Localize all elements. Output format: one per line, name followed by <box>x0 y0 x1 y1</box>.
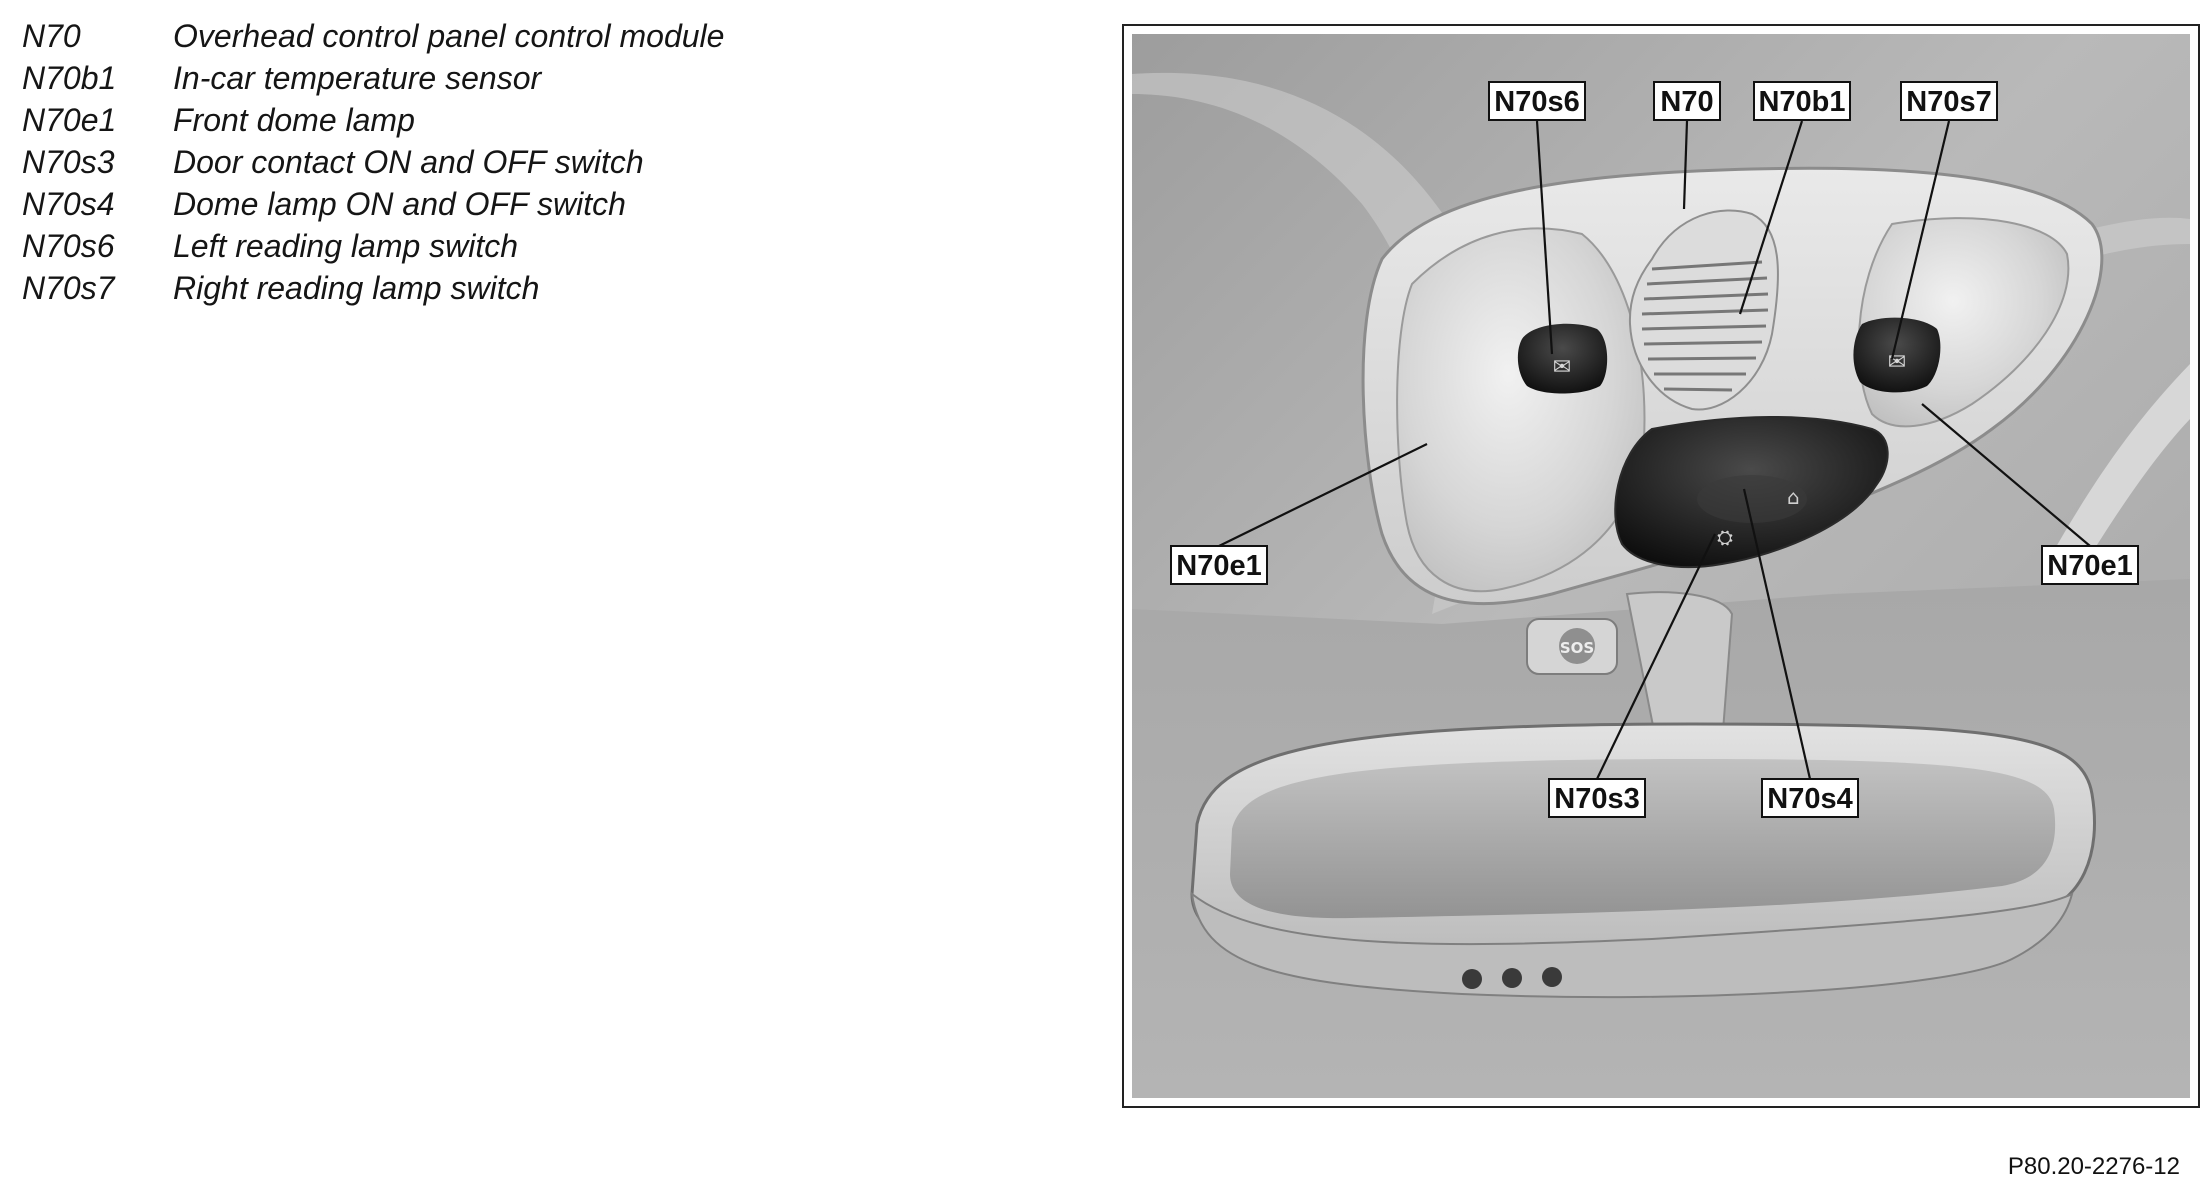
figure-reference-code: P80.20-2276-12 <box>2007 1153 2180 1180</box>
legend-list <box>22 18 1072 312</box>
legend-code: N70e1 <box>22 102 117 138</box>
legend-code: N70b1 <box>22 60 117 96</box>
legend-item <box>22 186 1072 228</box>
callout-n70b1 <box>1754 82 1850 120</box>
callout-label: N70s4 <box>1767 783 1853 815</box>
sos-label: SOS <box>1559 639 1595 657</box>
legend-code: N70s7 <box>22 270 115 306</box>
overhead-panel-illustration <box>1132 34 2190 1098</box>
legend-code: N70s4 <box>22 186 115 222</box>
callout-label: N70e1 <box>1176 550 1262 582</box>
callout-label: N70b1 <box>1758 86 1846 118</box>
callout-label: N70s3 <box>1554 783 1640 815</box>
legend-item <box>22 270 1072 312</box>
mirror-button <box>1542 967 1562 987</box>
legend-description: Overhead control panel control module <box>173 18 725 54</box>
reading-lamp-icon: ✉ <box>1887 350 1907 375</box>
legend-item <box>22 18 1072 60</box>
legend-item <box>22 102 1072 144</box>
callout-n70s4 <box>1762 779 1858 817</box>
callout-label: N70e1 <box>2047 550 2133 582</box>
sos-button <box>1527 619 1617 674</box>
door-contact-icon: ⌂ <box>1787 485 1800 509</box>
callout-n70s7 <box>1901 82 1997 120</box>
callout-n70s3 <box>1549 779 1645 817</box>
mirror-button <box>1502 968 1522 988</box>
reading-lamp-icon: ✉ <box>1552 355 1572 380</box>
mirror-button <box>1462 969 1482 989</box>
figure-frame <box>1122 24 2200 1108</box>
legend-description: Dome lamp ON and OFF switch <box>173 186 626 222</box>
legend-item <box>22 228 1072 270</box>
rear-view-mirror <box>1192 724 2095 997</box>
legend-description: In-car temperature sensor <box>173 60 542 96</box>
right-reading-lamp-switch <box>1853 318 1940 393</box>
left-reading-lamp-switch <box>1518 324 1607 394</box>
callout-label: N70s7 <box>1906 86 1992 118</box>
legend-item <box>22 144 1072 186</box>
callout-label: N70 <box>1660 86 1714 118</box>
legend-code: N70s6 <box>22 228 115 264</box>
callout-n70s6 <box>1489 82 1585 120</box>
legend-code: N70 <box>22 18 81 54</box>
callout-n70e1-right <box>2042 546 2138 584</box>
legend-description: Door contact ON and OFF switch <box>173 144 644 180</box>
legend-description: Left reading lamp switch <box>173 228 519 264</box>
callout-n70 <box>1654 82 1720 120</box>
legend-description: Right reading lamp switch <box>173 270 540 306</box>
legend-code: N70s3 <box>22 144 115 180</box>
legend-description: Front dome lamp <box>173 102 415 138</box>
dome-lamp-icon: ⛭ <box>1717 525 1733 549</box>
callout-label: N70s6 <box>1494 86 1580 118</box>
callout-n70e1-left <box>1171 546 1267 584</box>
legend-item <box>22 60 1072 102</box>
